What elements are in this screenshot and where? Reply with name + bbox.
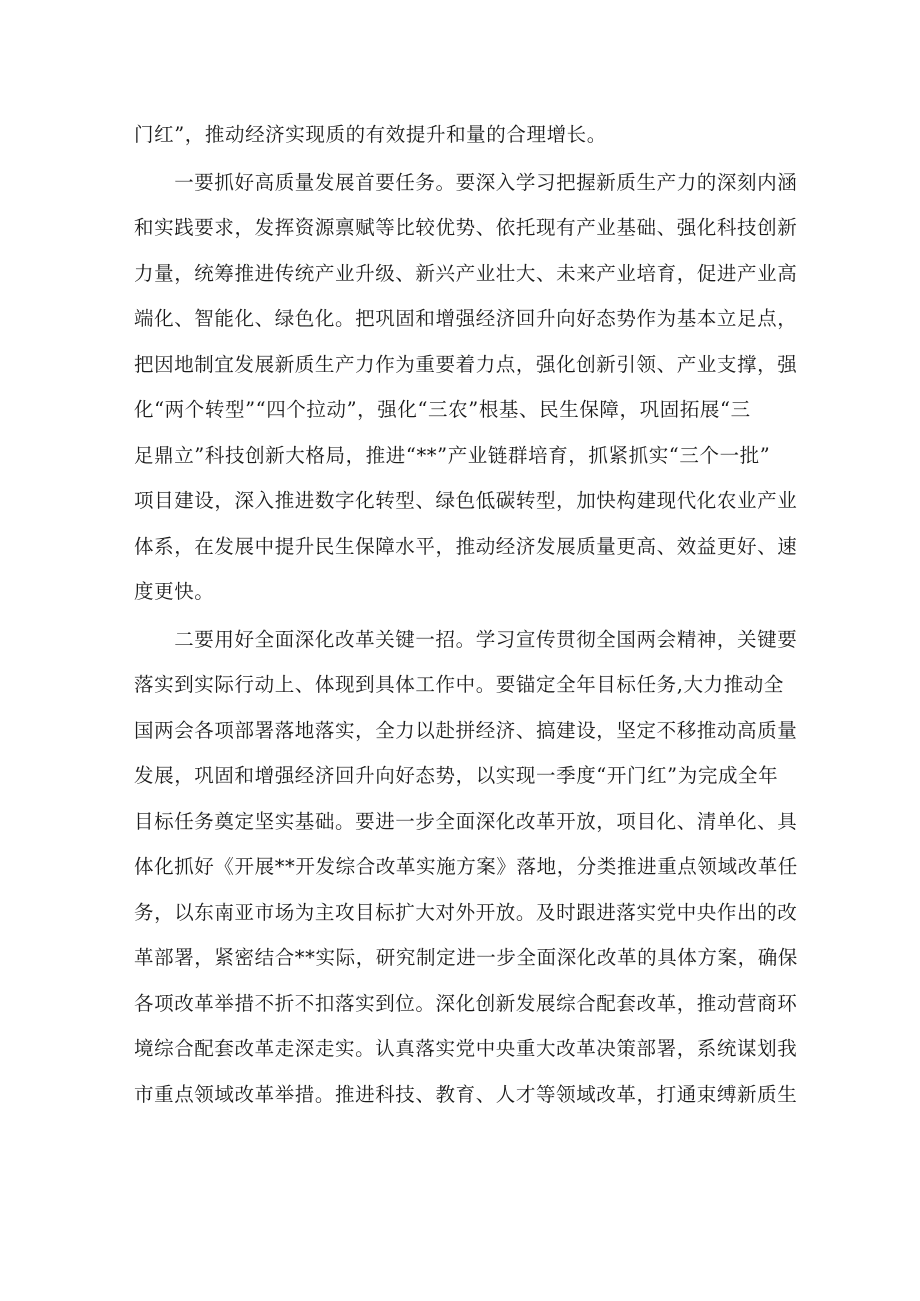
- paragraph-2: [134, 160, 798, 615]
- body-text: [134, 112, 798, 1117]
- text-line: 市重点领域改革举措。推进科技、教育、人才等领域改革，打通束缚新质生: [134, 1082, 798, 1106]
- text-line: 境综合配套改革走深走实。认真落实党中央重大改革决策部署，系统谋划我: [134, 1037, 798, 1060]
- text-line: 体化抓好《开展**开发综合改革实施方案》落地，分类推进重点领域改革任: [134, 855, 798, 878]
- text-line: 项目建设，深入推进数字化转型、绿色低碳转型，加快构建现代化农业产业: [134, 489, 798, 512]
- text-line: 落实到实际行动上、体现到具体工作中。要锚定全年目标任务,大力推动全: [134, 673, 784, 696]
- text-line: 各项改革举措不折不扣落实到位。深化创新发展综合配套改革，推动营商环: [134, 991, 798, 1015]
- text-line: 端化、智能化、绿色化。把巩固和增强经济回升向好态势作为基本立足点，: [134, 307, 798, 330]
- text-line: 目标任务奠定坚实基础。要进一步全面深化改革开放，项目化、清单化、具: [134, 809, 798, 833]
- paragraph-1: [134, 112, 794, 158]
- text-line: 化“两个转型”“四个拉动”，强化“三农”根基、民生保障，巩固拓展“三: [134, 398, 751, 421]
- text-line: 和实践要求，发挥资源禀赋等比较优势、依托现有产业基础、强化科技创新: [134, 216, 798, 239]
- text-line: 力量，统筹推进传统产业升级、新兴产业壮大、未来产业培育，促进产业高: [134, 261, 798, 285]
- text-line: 体系，在发展中提升民生保障水平，推动经济发展质量更高、效益更好、速: [134, 534, 798, 558]
- text-line: 度更快。: [134, 580, 215, 603]
- text-line: 发展，巩固和增强经济回升向好态势，以实现一季度“开门红”为完成全年: [134, 764, 779, 787]
- paragraph-3: [134, 617, 798, 1118]
- text-line: 一要抓好高质量发展首要任务。要深入学习把握新质生产力的深刻内涵: [134, 170, 798, 194]
- text-line: 二要用好全面深化改革关键一招。学习宣传贯彻全国两会精神，关键要: [134, 627, 798, 651]
- text-line: 足鼎立”科技创新大格局，推进“**”产业链群培育，抓紧抓实“三个一批”: [134, 443, 771, 467]
- text-line: 务，以东南亚市场为主攻目标扩大对外开放。及时跟进落实党中央作出的改: [134, 900, 798, 924]
- text-line: 把因地制宜发展新质生产力作为重要着力点，强化创新引领、产业支撑，强: [134, 352, 798, 376]
- text-line: 门红”，推动经济实现质的有效提升和量的合理增长。: [134, 123, 607, 146]
- text-line: 国两会各项部署落地落实，全力以赴拼经济、搞建设，坚定不移推动高质量: [134, 718, 798, 742]
- text-line: 革部署，紧密结合**实际，研究制定进一步全面深化改革的具体方案，确保: [134, 946, 798, 969]
